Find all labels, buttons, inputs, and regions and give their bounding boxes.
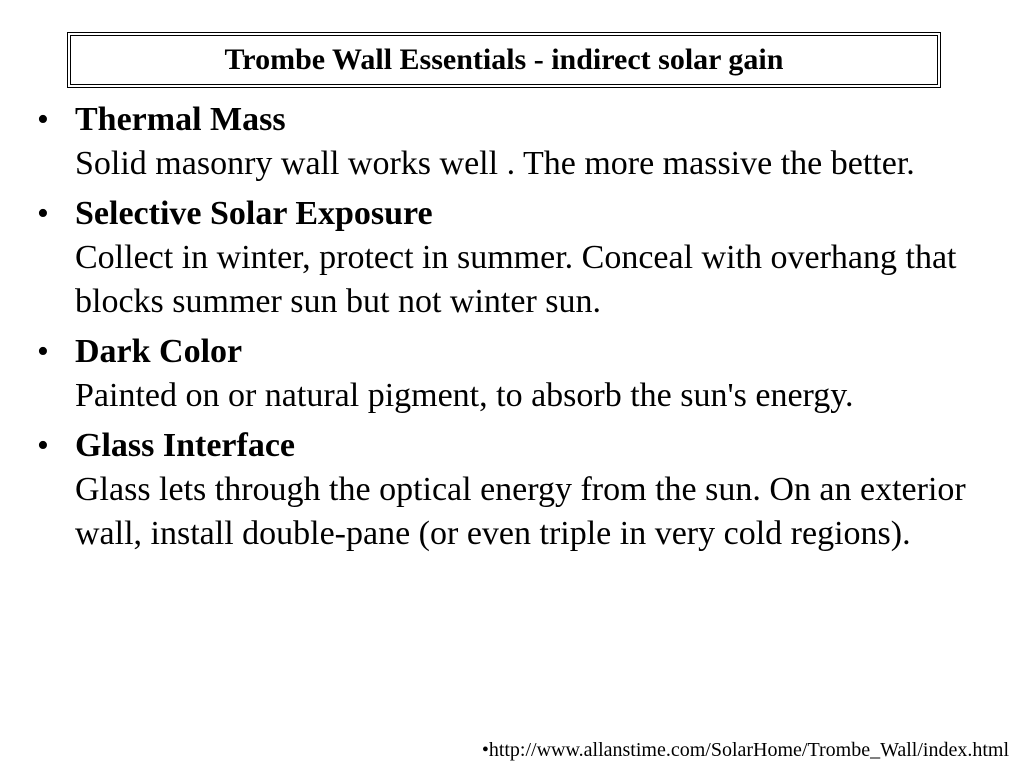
bullet-heading: Thermal Mass (75, 101, 286, 138)
bullet-heading: Glass Interface (75, 427, 296, 464)
bullet-item-glass-interface (30, 424, 1005, 556)
bullet-body: Solid masonry wall works well . The more massive the better. (75, 145, 915, 182)
bullet-item-dark-color (30, 330, 1005, 418)
bullet-list (30, 98, 1005, 562)
bullet-dot: • (37, 101, 49, 138)
bullet-item-selective-solar-exposure (30, 192, 1005, 324)
slide-title: Trombe Wall Essentials - indirect solar gain (224, 43, 784, 76)
bullet-item-thermal-mass (30, 98, 1005, 186)
bullet-body: Glass lets through the optical energy from the sun. On an exterior wall, install double-pane (or even triple in very cold regions). (75, 471, 966, 552)
bullet-dot: • (37, 333, 49, 370)
bullet-heading: Selective Solar Exposure (75, 195, 433, 232)
bullet-dot: • (37, 427, 49, 464)
bullet-dot: • (37, 195, 49, 232)
slide-title-box (67, 32, 941, 88)
bullet-heading: Dark Color (75, 333, 243, 370)
source-url-link[interactable]: •http://www.allanstime.com/SolarHome/Trombe_Wall/index.html (481, 739, 1009, 761)
bullet-body: Painted on or natural pigment, to absorb the sun's energy. (75, 377, 854, 414)
bullet-body: Collect in winter, protect in summer. Conceal with overhang that blocks summer sun but not winter sun. (75, 239, 957, 320)
